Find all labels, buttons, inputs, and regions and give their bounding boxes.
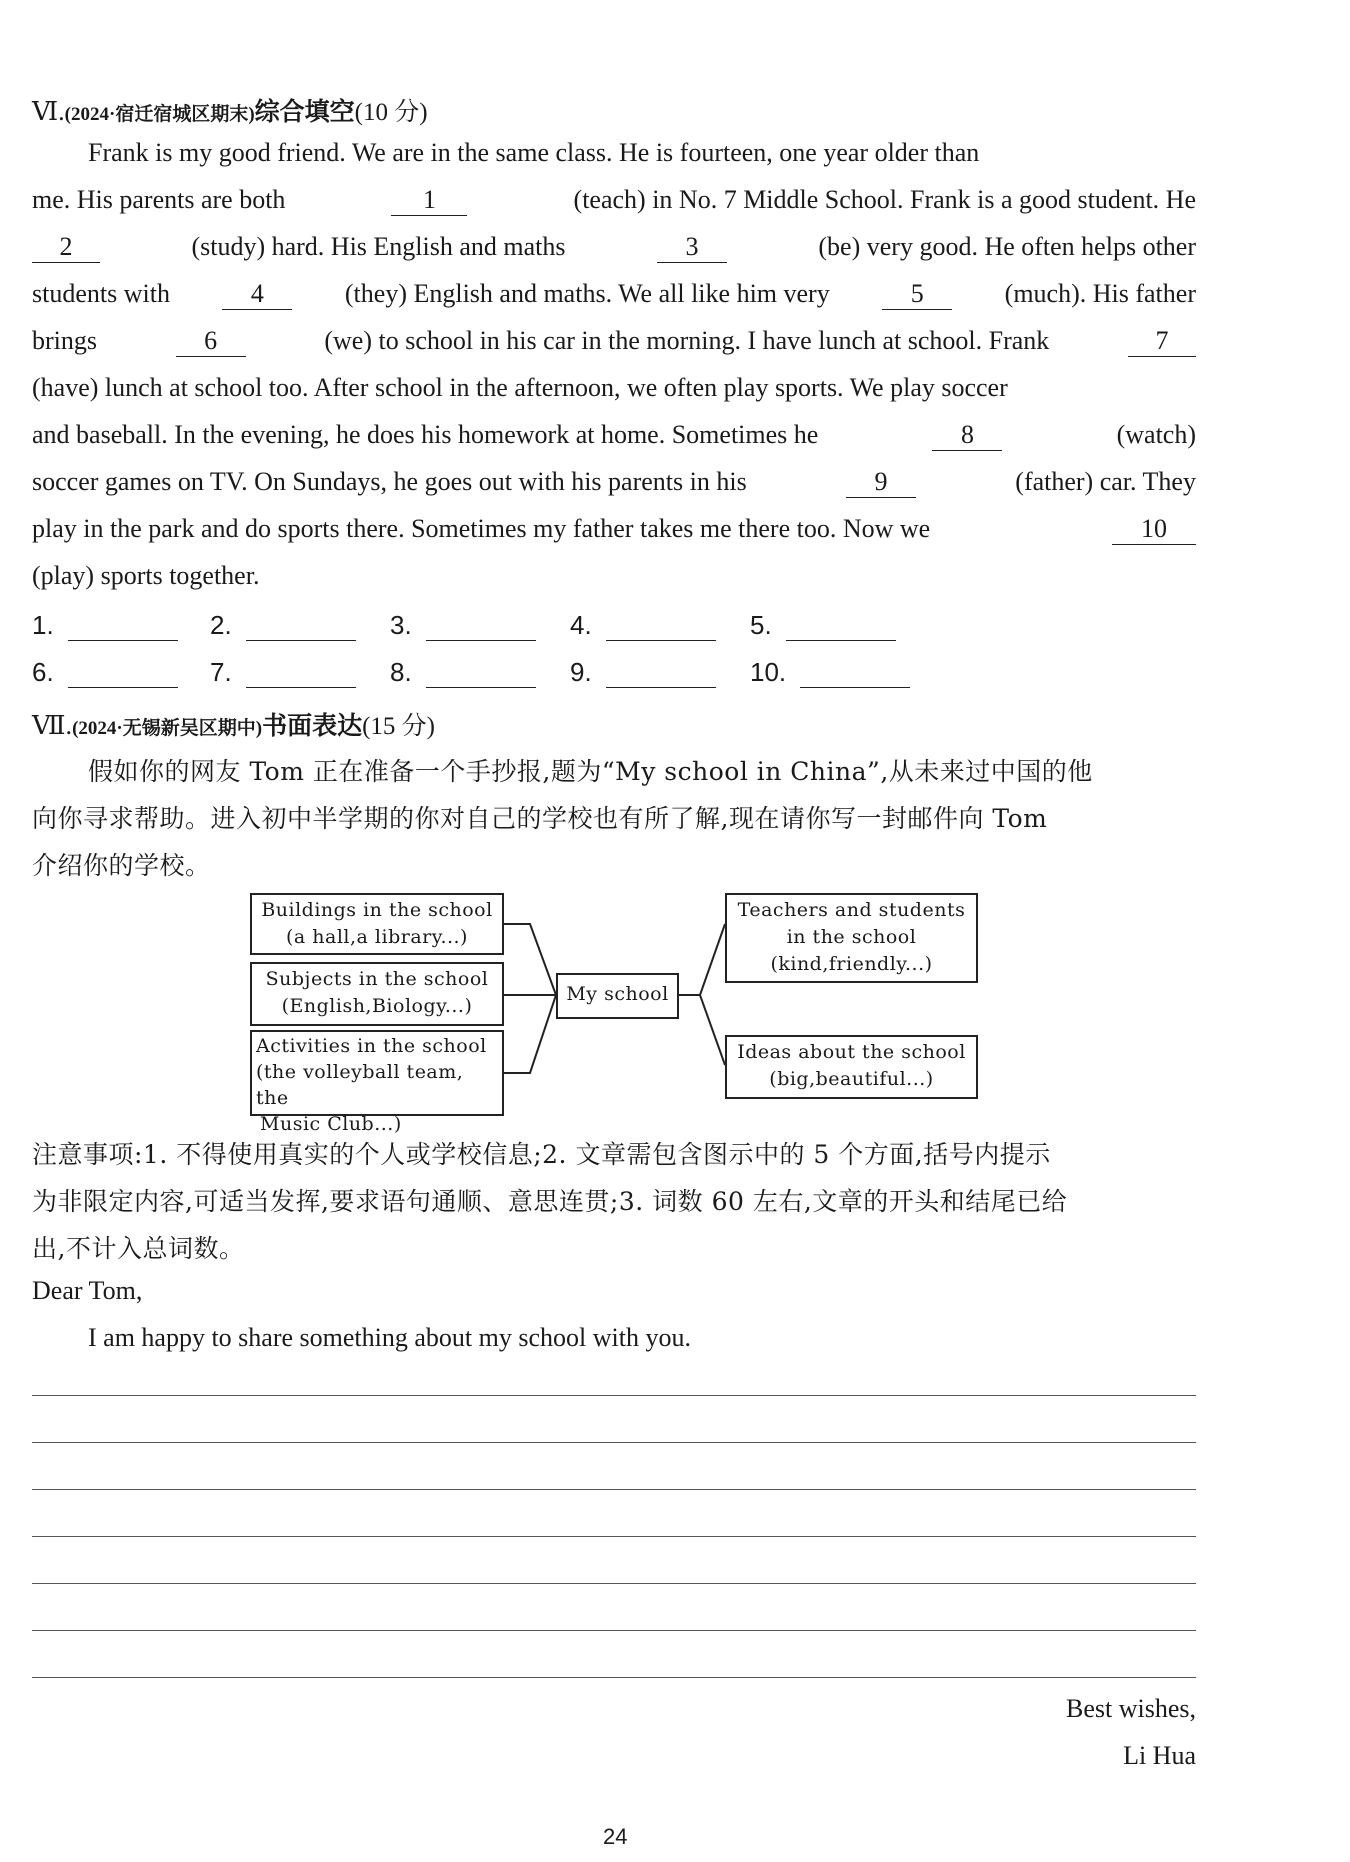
- blank-9[interactable]: 9: [846, 468, 916, 498]
- diagram-box-ideas: Ideas about the school (big,beautiful...): [725, 1035, 978, 1099]
- diagram-center-my-school: My school: [556, 973, 679, 1019]
- passage-line-5: brings 6 (we) to school in his car in the morning. I have lunch at school. Frank 7: [32, 326, 1196, 357]
- blank-7[interactable]: 7: [1128, 327, 1196, 357]
- answer-7[interactable]: 7.: [210, 657, 232, 688]
- passage-line-8: soccer games on TV. On Sundays, he goes out with his parents in his 9 (father) car. They: [32, 467, 1196, 496]
- passage-line-4: students with 4 (they) English and maths. We all like him very 5 (much). His father: [32, 279, 1196, 308]
- answer-2[interactable]: 2.: [210, 610, 232, 641]
- diagram-box-subjects: Subjects in the school (English,Biology...): [250, 962, 504, 1026]
- blank-4[interactable]: 4: [222, 280, 292, 310]
- section-7-numeral: Ⅶ.: [32, 711, 73, 740]
- prompt-line-1: 假如你的网友 Tom 正在准备一个手抄报,题为“My school in China”,从未来过中国的他: [88, 757, 1093, 786]
- passage-line-1: Frank is my good friend. We are in the same class. He is fourteen, one year older than: [88, 138, 980, 167]
- prompt-line-3: 介绍你的学校。: [32, 851, 211, 880]
- blank-6[interactable]: 6: [176, 327, 246, 357]
- section-6-points: (10 分): [354, 99, 428, 126]
- section-7-source: (2024·无锡新吴区期中): [72, 718, 263, 739]
- answer-3[interactable]: 3.: [390, 610, 412, 641]
- section-6-numeral: Ⅵ.: [32, 97, 65, 126]
- answer-10[interactable]: 10.: [750, 657, 786, 688]
- blank-5[interactable]: 5: [882, 280, 952, 310]
- passage-line-3: 2 (study) hard. His English and maths 3 (be) very good. He often helps other: [32, 232, 1196, 263]
- blank-1[interactable]: 1: [391, 186, 467, 216]
- prompt-line-2: 向你寻求帮助。进入初中半学期的你对自己的学校也有所了解,现在请你写一封邮件向 Tom: [32, 804, 1048, 833]
- blank-8[interactable]: 8: [932, 421, 1002, 451]
- section-6-title: 综合填空: [254, 97, 355, 126]
- letter-greeting: Dear Tom,: [32, 1276, 143, 1305]
- blank-3[interactable]: 3: [657, 233, 727, 263]
- letter-opening: I am happy to share something about my school with you.: [88, 1323, 691, 1352]
- section-7-title: 书面表达: [262, 711, 363, 740]
- writing-line-1[interactable]: [32, 1395, 1196, 1396]
- letter-signature: Li Hua: [1123, 1741, 1196, 1770]
- notes-line-3: 出,不计入总词数。: [32, 1234, 245, 1263]
- passage-line-2: me. His parents are both 1 (teach) in No. 7 Middle School. Frank is a good student. He: [32, 185, 1196, 214]
- writing-line-7[interactable]: [32, 1677, 1196, 1678]
- writing-line-3[interactable]: [32, 1489, 1196, 1490]
- answer-1[interactable]: 1.: [32, 610, 54, 641]
- notes-line-2: 为非限定内容,可适当发挥,要求语句通顺、意思连贯;3. 词数 60 左右,文章的开头和结尾已给: [32, 1187, 1068, 1216]
- diagram-box-buildings: Buildings in the school (a hall,a library...): [250, 893, 504, 955]
- writing-line-5[interactable]: [32, 1583, 1196, 1584]
- passage-line-7: and baseball. In the evening, he does his homework at home. Sometimes he 8 (watch): [32, 420, 1196, 449]
- answer-5[interactable]: 5.: [750, 610, 772, 641]
- section-6-source: (2024·宿迁宿城区期末): [64, 104, 255, 125]
- passage-line-9: play in the park and do sports there. Sometimes my father takes me there too. Now we 10: [32, 514, 1196, 545]
- notes-line-1: 注意事项:1. 不得使用真实的个人或学校信息;2. 文章需包含图示中的 5 个方面,括号内提示: [32, 1140, 1051, 1169]
- writing-line-6[interactable]: [32, 1630, 1196, 1631]
- writing-line-2[interactable]: [32, 1442, 1196, 1443]
- writing-line-4[interactable]: [32, 1536, 1196, 1537]
- answer-9[interactable]: 9.: [570, 657, 592, 688]
- answer-8[interactable]: 8.: [390, 657, 412, 688]
- letter-closing: Best wishes,: [1066, 1694, 1196, 1723]
- answer-6[interactable]: 6.: [32, 657, 54, 688]
- page-number: 24: [603, 1824, 628, 1849]
- diagram-box-teachers-students: Teachers and students in the school (kind,friendly...): [725, 893, 978, 983]
- answer-4[interactable]: 4.: [570, 610, 592, 641]
- section-7-points: (15 分): [362, 713, 435, 740]
- blank-10[interactable]: 10: [1112, 515, 1196, 545]
- diagram-box-activities: Activities in the school (the volleyball team, the Music Club...): [250, 1030, 504, 1116]
- passage-line-10: (play) sports together.: [32, 561, 260, 590]
- passage-line-6: (have) lunch at school too. After school in the afternoon, we often play sports. We play soccer: [32, 373, 1008, 402]
- blank-2[interactable]: 2: [32, 233, 100, 263]
